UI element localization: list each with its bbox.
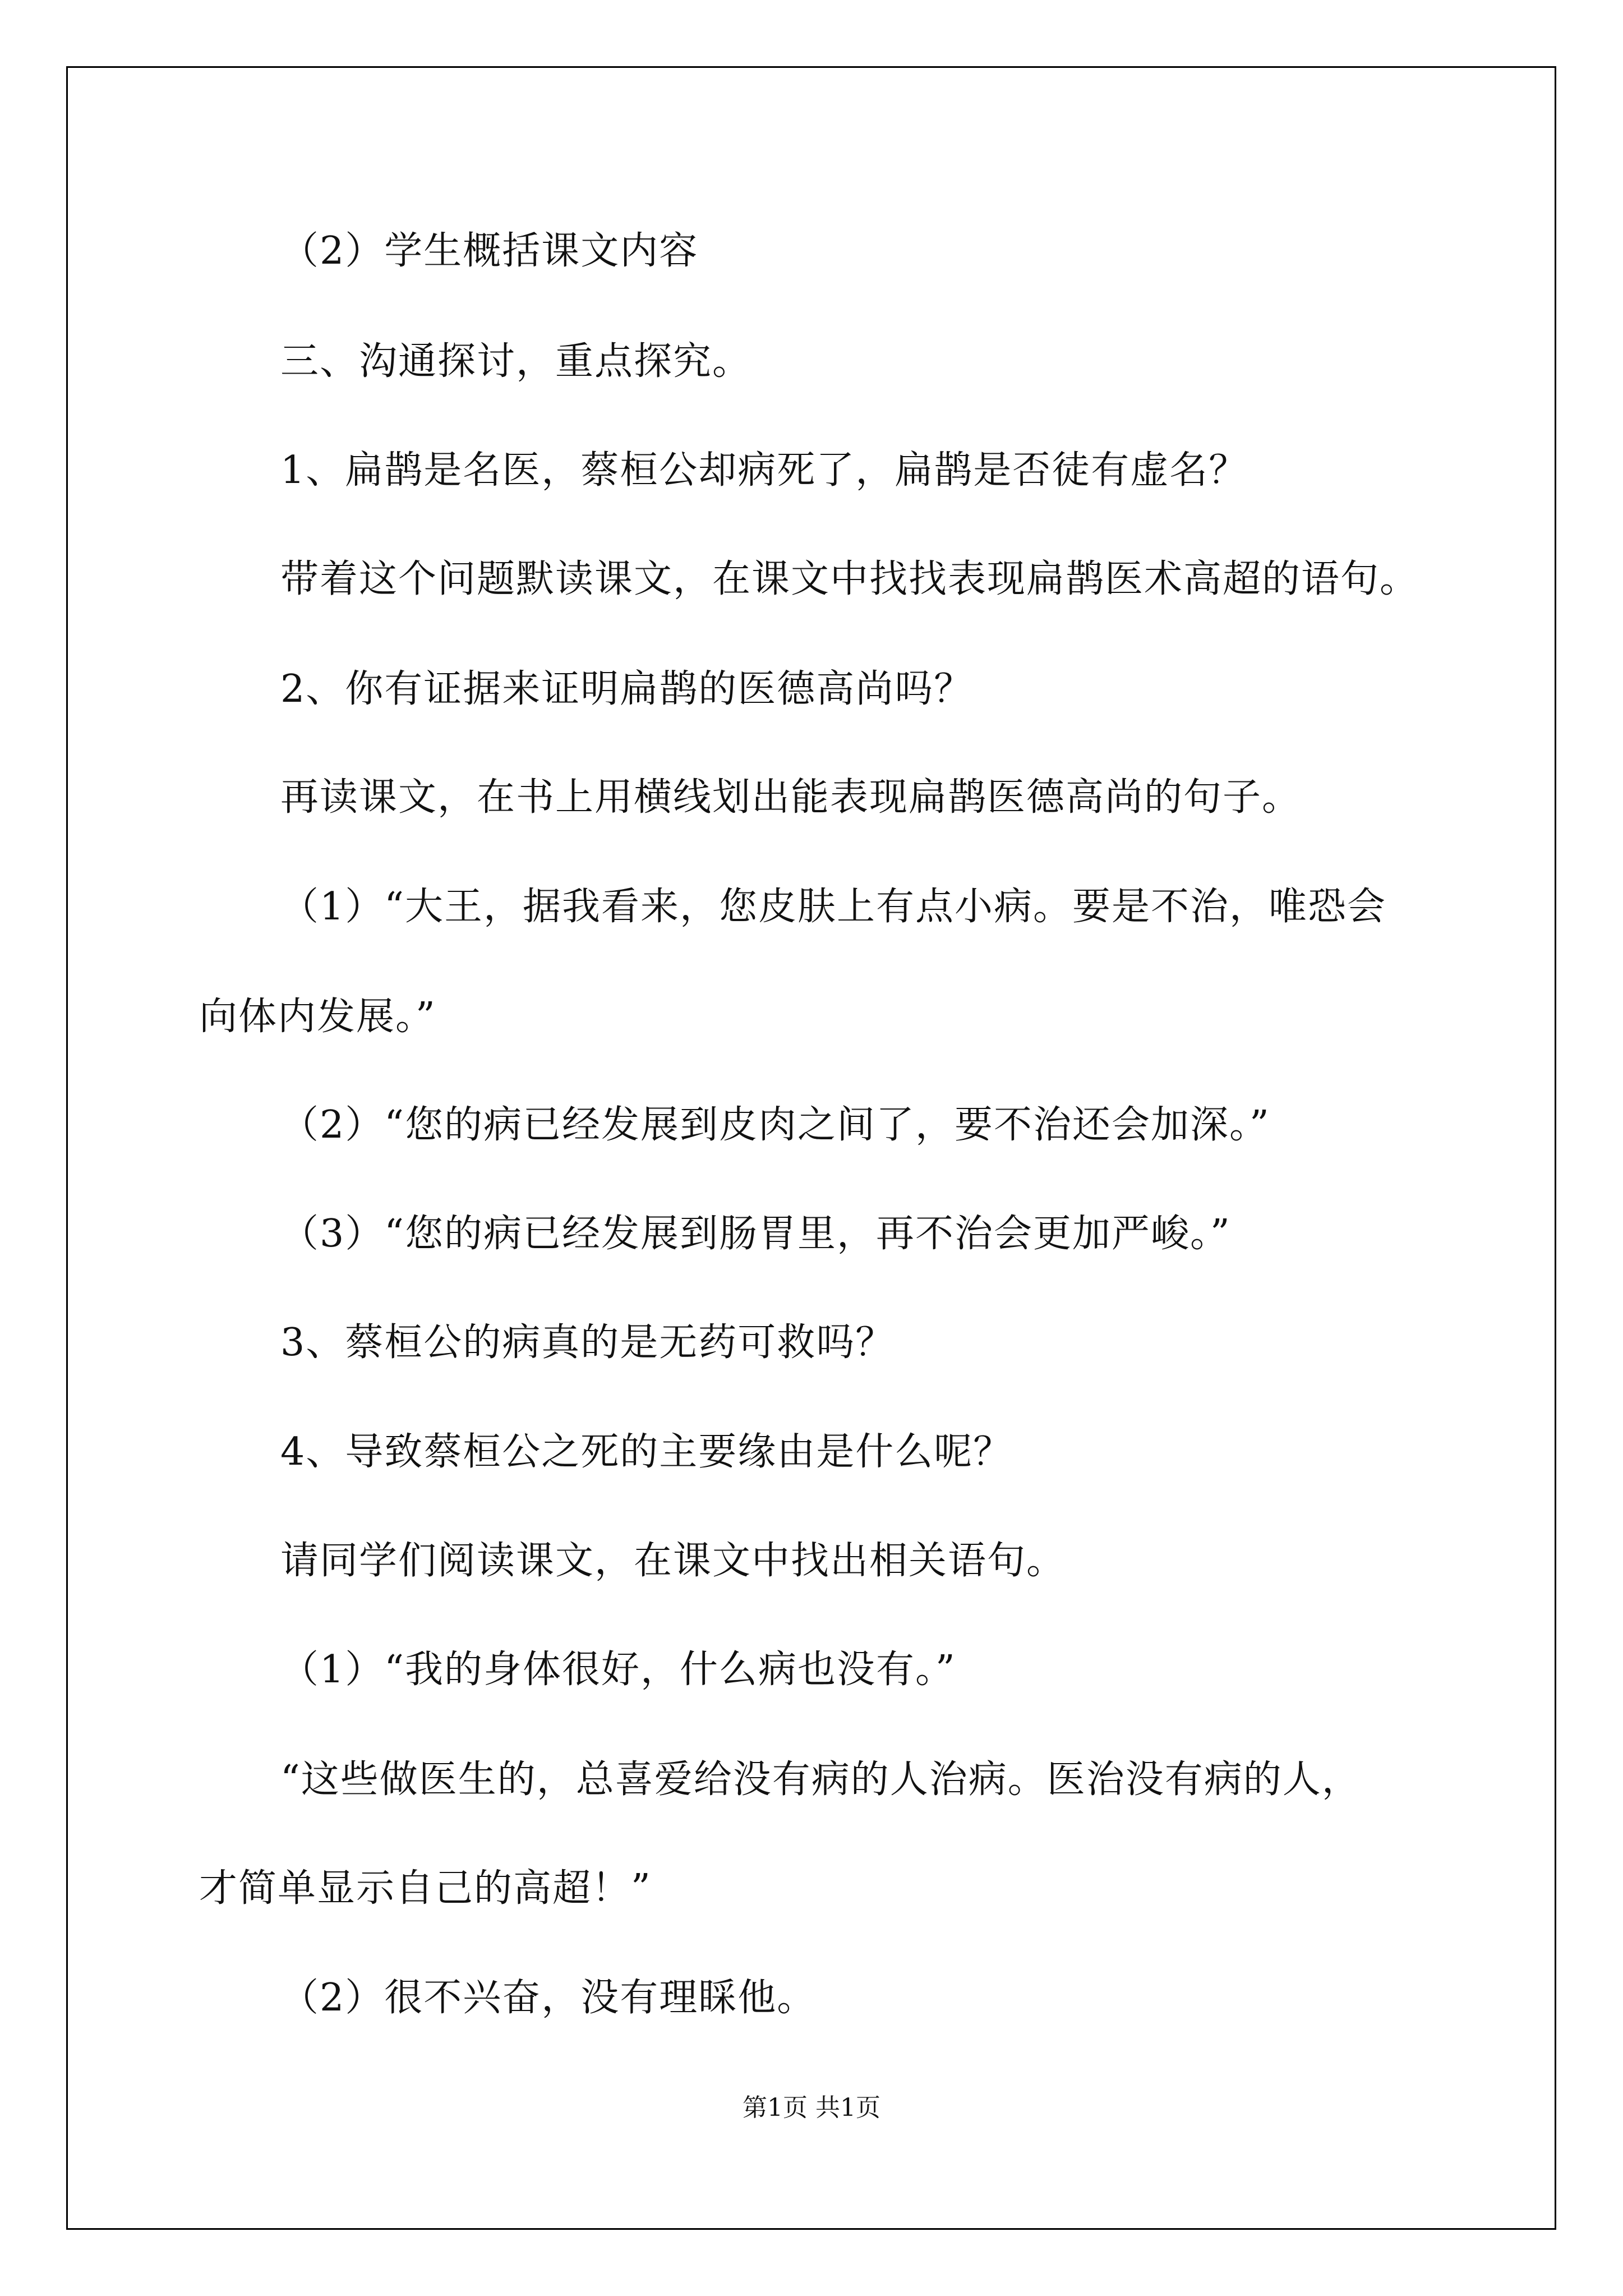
text-line-12: 4、导致蔡桓公之死的主要缘由是什么呢？ <box>280 1430 1013 1474</box>
text-line-4: 带着这个问题默读课文，在课文中找找表现扁鹊医术高超的语句。 <box>280 557 1419 601</box>
text-line-10: （3）“您的病已经发展到肠胃里，再不治会更加严峻。” <box>280 1212 1231 1256</box>
text-line-1: （2）学生概括课文内容 <box>280 229 699 273</box>
text-line-5: 2、你有证据来证明扁鹊的医德高尚吗？ <box>280 667 974 711</box>
text-line-14: （1）“我的身体很好，什么病也没有。” <box>280 1648 956 1692</box>
text-line-16: 才简单显示自己的高超！” <box>199 1866 652 1911</box>
text-line-3: 1、扁鹊是名医，蔡桓公却病死了，扁鹊是否徒有虚名？ <box>280 448 1248 493</box>
text-line-6: 再读课文，在书上用横线划出能表现扁鹊医德高尚的句子。 <box>280 775 1302 820</box>
text-line-2: 三、沟通探讨，重点探究。 <box>280 339 752 384</box>
text-line-8: 向体内发展。” <box>199 995 436 1039</box>
text-line-13: 请同学们阅读课文，在课文中找出相关语句。 <box>280 1539 1066 1583</box>
page-footer: 第1页 共1页 <box>743 2093 880 2122</box>
text-line-17: （2）很不兴奋，没有理睬他。 <box>280 1976 817 2020</box>
text-line-11: 3、蔡桓公的病真的是无药可救吗？ <box>280 1320 895 1365</box>
text-line-7: （1）“大王，据我看来，您皮肤上有点小病。要是不治，唯恐会 <box>280 885 1387 929</box>
text-line-9: （2）“您的病已经发展到皮肉之间了，要不治还会加深。” <box>280 1103 1270 1147</box>
text-line-15: “这些做医生的，总喜爱给没有病的人治病。医治没有病的人， <box>280 1757 1361 1802</box>
